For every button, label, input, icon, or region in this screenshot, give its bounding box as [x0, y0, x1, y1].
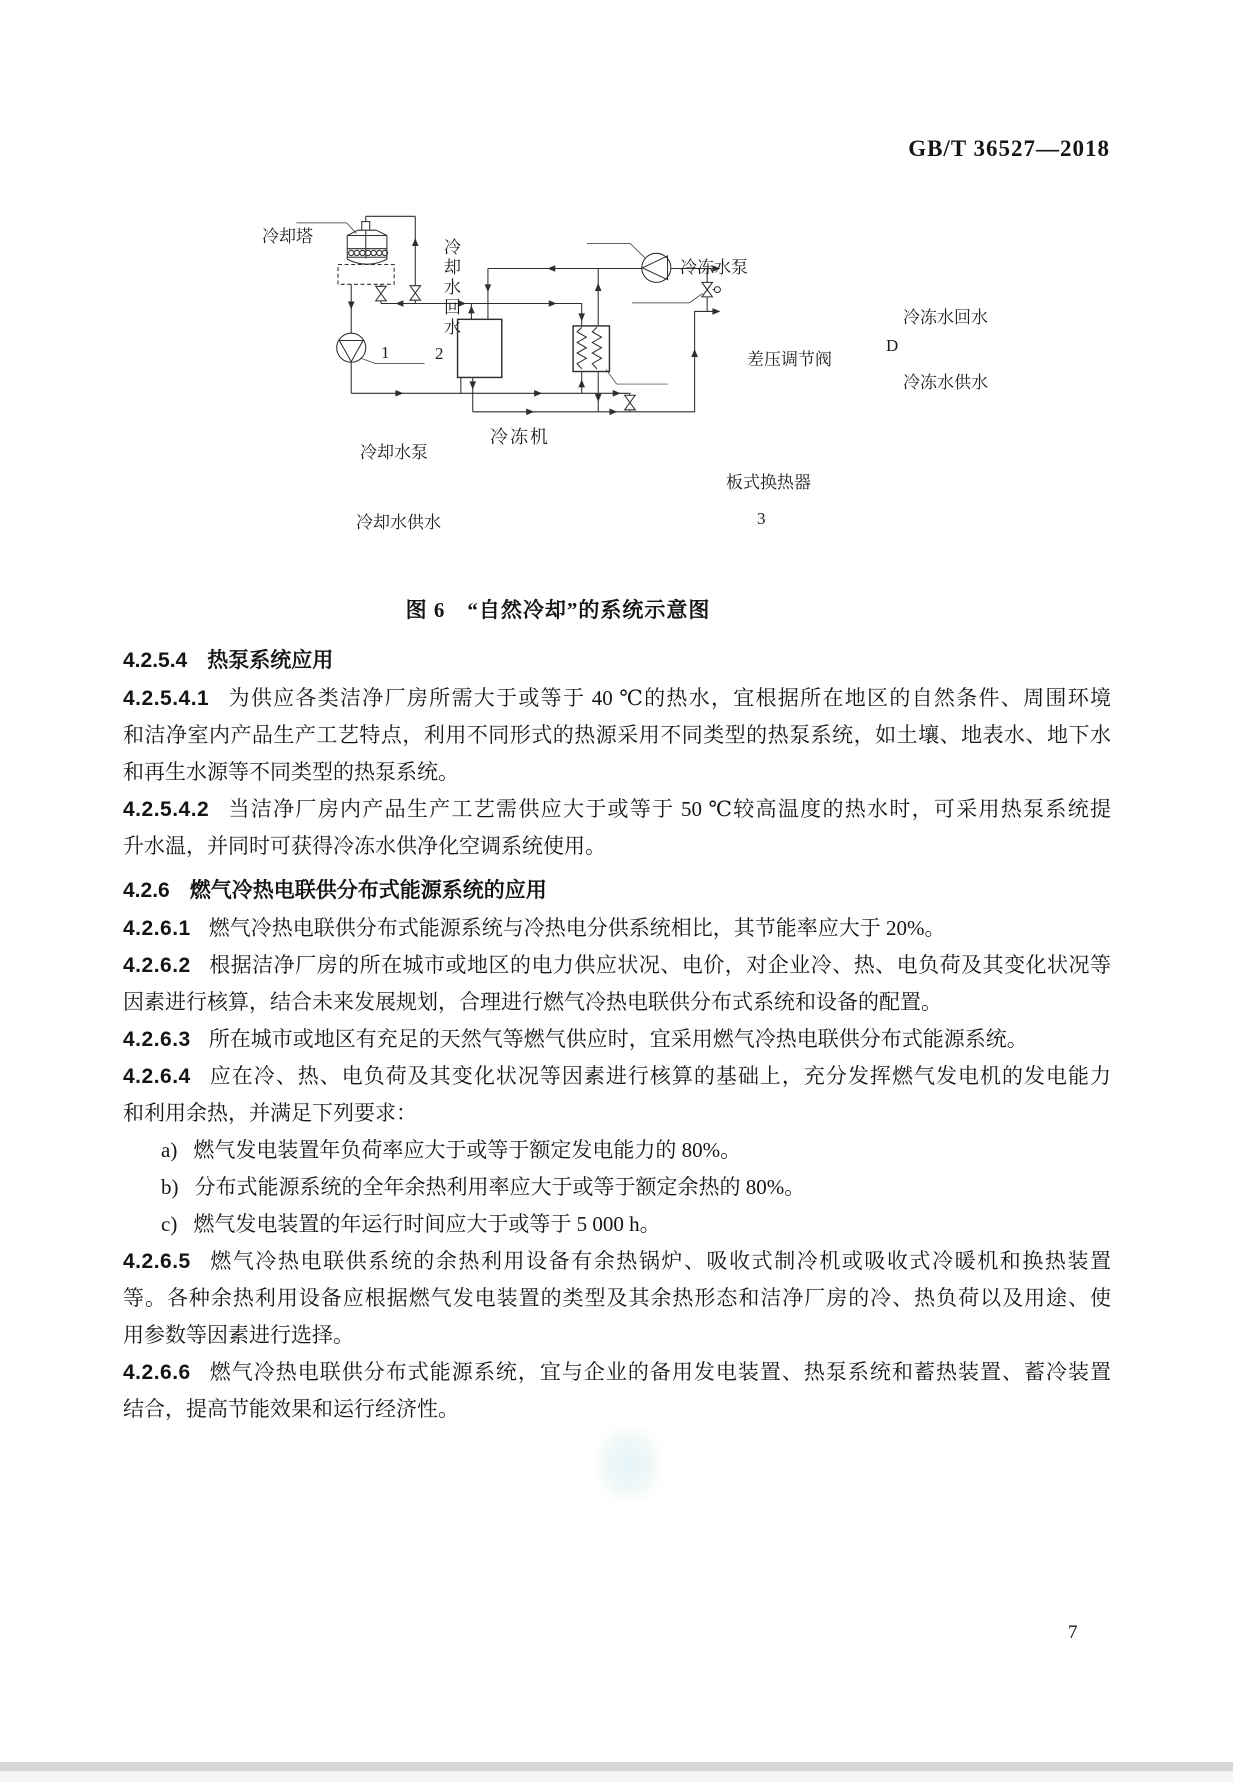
cooling-tower-symbol: [347, 216, 415, 264]
page-number: 7: [1068, 1622, 1078, 1643]
list-item-label: b): [161, 1175, 179, 1199]
text-line: 4.2.5.4.2 当洁净厂房内产品生产工艺需供应大于或等于 50 ℃较高温度的热水时，可采用热泵系统提: [123, 797, 1111, 821]
text-line: 等。各种余热利用设备应根据燃气发电装置的类型及其余热形态和洁净厂房的冷、热负荷以及用途、使: [123, 1286, 1111, 1310]
clause-paragraph: [123, 1132, 1111, 1169]
clause-number: 4.2.5.4.1: [123, 687, 210, 710]
cooling-water-pump-symbol: [337, 333, 366, 362]
clause-number: 4.2.6.6: [123, 1361, 191, 1384]
text-line: b) 分布式能源系统的全年余热利用率应大于或等于额定余热的 80%。: [161, 1175, 806, 1199]
clause-number: 4.2.6: [123, 879, 170, 902]
text-line: 4.2.5.4.1 为供应各类洁净厂房所需大于或等于 40 ℃的热水，宜根据所在地区的自然条件、周围环境: [123, 686, 1111, 710]
clause-heading: [123, 644, 1111, 674]
text-line: 4.2.6.6 燃气冷热电联供分布式能源系统，宜与企业的备用发电装置、热泵系统和蓄热装置、蓄冷装置: [123, 1360, 1111, 1384]
figure-6-diagram: [0, 0, 1233, 640]
cooling-water-supply-label: 冷却水供水: [356, 513, 441, 532]
clause-paragraph: [123, 1354, 1111, 1428]
clause-paragraph: [123, 1021, 1111, 1058]
clause-title: 燃气冷热电联供分布式能源系统的应用: [189, 879, 547, 902]
cooling-water-pump-label: 冷却水泵: [360, 443, 428, 462]
clause-number: 4.2.6.3: [123, 1028, 191, 1051]
piping: [351, 216, 719, 411]
text-line: 和再生水源等不同类型的热泵系统。: [123, 760, 459, 784]
chilled-water-pump-symbol: [642, 253, 671, 282]
text-line: 4.2.6.5 燃气冷热电联供系统的余热利用设备有余热锅炉、吸收式制冷机或吸收式冷暖机和换热装置: [123, 1249, 1111, 1273]
chilled-water-supply-label: 冷冻水供水: [903, 373, 988, 392]
figure-caption: 图 6 “自然冷却”的系统示意图: [405, 598, 711, 622]
cooling-tower-label: 冷却塔: [262, 227, 313, 246]
clause-paragraph: [123, 1243, 1111, 1354]
text-line: 因素进行核算，结合未来发展规划，合理进行燃气冷热电联供分布式系统和设备的配置。: [123, 990, 942, 1014]
plate-heat-exchanger-box: [573, 326, 609, 372]
clause-paragraph: [123, 1058, 1111, 1132]
valve-1-label: 1: [381, 343, 390, 362]
list-item-label: a): [161, 1138, 178, 1162]
list-item-label: c): [161, 1212, 178, 1236]
text-line: 升水温，并同时可获得冷冻水供净化空调系统使用。: [123, 834, 606, 858]
clause-paragraph: [123, 910, 1111, 947]
valve-3-label: 3: [757, 509, 766, 528]
pressure-diff-valve-symbol: [702, 282, 720, 297]
valve-2-symbol: [410, 286, 421, 301]
text-line: c) 燃气发电装置的年运行时间应大于或等于 5 000 h。: [161, 1212, 661, 1236]
valve-2-label: 2: [435, 344, 444, 363]
clause-paragraph: [123, 791, 1111, 865]
text-line: 4.2.6.2 根据洁净厂房的所在城市或地区的电力供应状况、电价，对企业冷、热、电负荷及其变化状况等: [123, 953, 1111, 977]
text-line: 和洁净室内产品生产工艺特点，利用不同形式的热源采用不同类型的热泵系统，如土壤、地表水、地下水: [123, 723, 1111, 747]
valve-1-symbol: [376, 286, 387, 301]
scan-bottom-edge: [0, 1771, 1233, 1782]
system-diagram-svg: [220, 180, 1020, 530]
text-line: 结合，提高节能效果和运行经济性。: [123, 1397, 459, 1421]
chilled-water-return-label: 冷冻水回水: [903, 308, 988, 327]
text-line: 用参数等因素进行选择。: [123, 1323, 354, 1347]
clause-number: 4.2.6.2: [123, 954, 191, 977]
clause-paragraph: [123, 1169, 1111, 1206]
clause-heading: [123, 874, 1111, 904]
text-line: a) 燃气发电装置年负荷率应大于或等于额定发电能力的 80%。: [161, 1138, 742, 1162]
clause-paragraph: [123, 680, 1111, 791]
chilled-water-pump-label: 冷冻水泵: [680, 258, 748, 277]
tower-basin-dashed: [338, 265, 394, 285]
clause-number: 4.2.5.4.2: [123, 798, 210, 821]
body-text: [123, 638, 1111, 1428]
cooling-water-return-vertical-label: 冷却水回水: [441, 238, 460, 338]
clause-title: 热泵系统应用: [207, 649, 334, 672]
clause-paragraph: [123, 947, 1111, 1021]
valve-d-label: D: [886, 336, 899, 355]
text-line: 4.2.6.3 所在城市或地区有充足的天然气等燃气供应时，宜采用燃气冷热电联供分布式能源系统。: [123, 1027, 1028, 1051]
flow-arrows: [348, 238, 720, 415]
chiller-label: 冷冻机: [490, 427, 550, 447]
clause-number: 4.2.5.4: [123, 649, 188, 672]
chiller-box: [458, 319, 502, 377]
scan-bottom-band: [0, 1762, 1233, 1771]
standard-number: GB/T 36527—2018: [908, 136, 1110, 161]
text-line: 4.2.6.4 应在冷、热、电负荷及其变化状况等因素进行核算的基础上，充分发挥燃气发电机的发电能力: [123, 1064, 1111, 1088]
scan-watermark: [598, 1428, 660, 1500]
clause-paragraph: [123, 1206, 1111, 1243]
text-line: 和利用余热，并满足下列要求：: [123, 1101, 417, 1125]
clause-number: 4.2.6.5: [123, 1250, 191, 1273]
clause-number: 4.2.6.4: [123, 1065, 191, 1088]
valve-3-symbol: [625, 395, 636, 410]
pressure-diff-valve-label: 差压调节阀: [747, 350, 832, 369]
text-line: 4.2.6.1 燃气冷热电联供分布式能源系统与冷热电分供系统相比，其节能率应大于 20%。: [123, 916, 946, 940]
clause-number: 4.2.6.1: [123, 917, 191, 940]
plate-heat-exchanger-label: 板式换热器: [726, 473, 811, 492]
